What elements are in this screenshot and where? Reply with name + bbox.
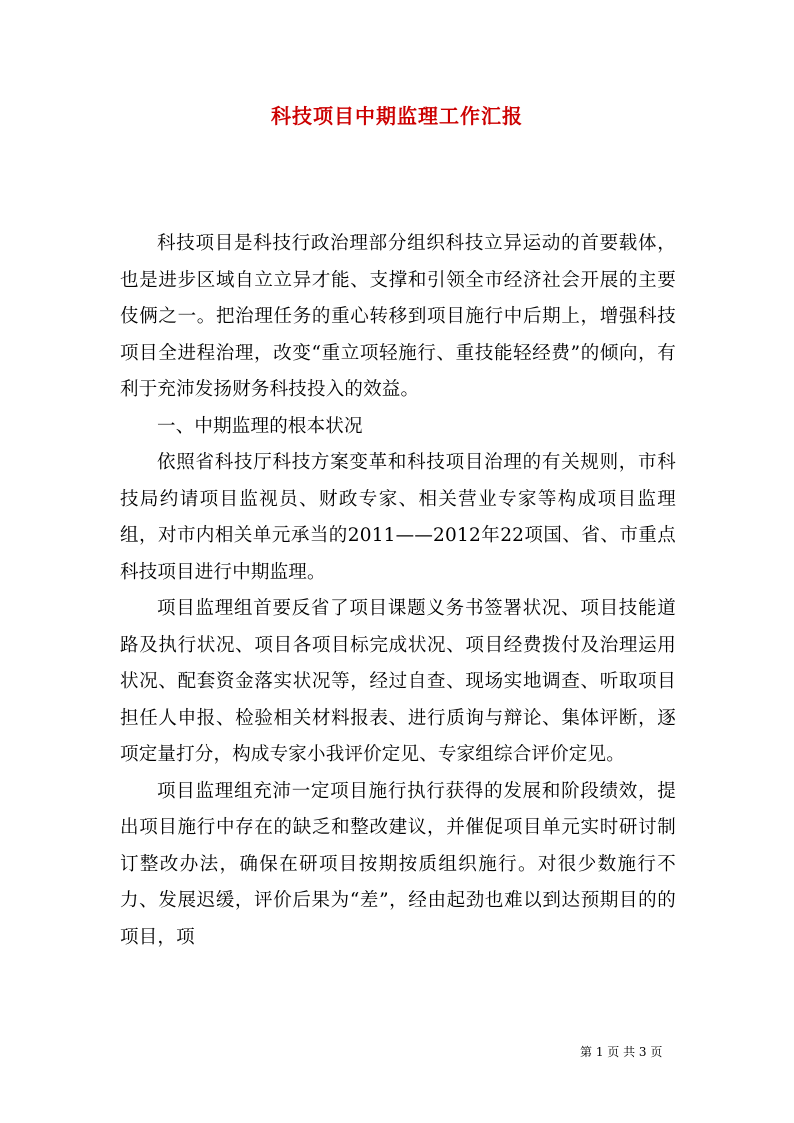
paragraph-intro: 科技项目是科技行政治理部分组织科技立异运动的首要载体，也是进步区域自立立异才能、支撑和引领全市经济社会开展的主要伎俩之一。把治理任务的重心转移到项目施行中后期上，增强科技项目全进程治理，改变“重立项轻施行、重技能轻经费”的倾向，有利于充沛发扬财务科技投入的效益。: [120, 233, 676, 400]
paragraph-basis: 依照省科技厅科技方案变革和科技项目治理的有关规则，市科技局约请项目监视员、财政专家、相关营业专家等构成项目监理组，对市内相关单元承当的2011——2012年22项国、省、市重点科技项目进行中期监理。: [120, 452, 676, 583]
page-title: 科技项目中期监理工作汇报: [271, 104, 523, 128]
paragraph-results: 项目监理组充沛一定项目施行执行获得的发展和阶段绩效，提出项目施行中存在的缺乏和整改建议，并催促项目单元实时研讨制订整改办法，确保在研项目按期按质组织施行。对很少数施行不力、发展迟缓，评价后果为“差”，经由起劲也难以到达预期目的的项目，项: [120, 780, 676, 948]
document-body: [120, 226, 676, 956]
paragraph-inspection: 项目监理组首要反省了项目课题义务书签署状况、项目技能道路及执行状况、项目各项目标完成状况、项目经费拨付及治理运用状况、配套资金落实状况等，经过自查、现场实地调查、听取项目担任人申报、检验相关材料报表、进行质询与辩论、集体评断，逐项定量打分，构成专家小我评价定见、专家组综合评价定见。: [120, 598, 676, 765]
section-heading: 一、中期监理的根本状况: [157, 415, 363, 437]
page-number-footer: 第 1 页 共 3 页: [580, 1045, 663, 1059]
